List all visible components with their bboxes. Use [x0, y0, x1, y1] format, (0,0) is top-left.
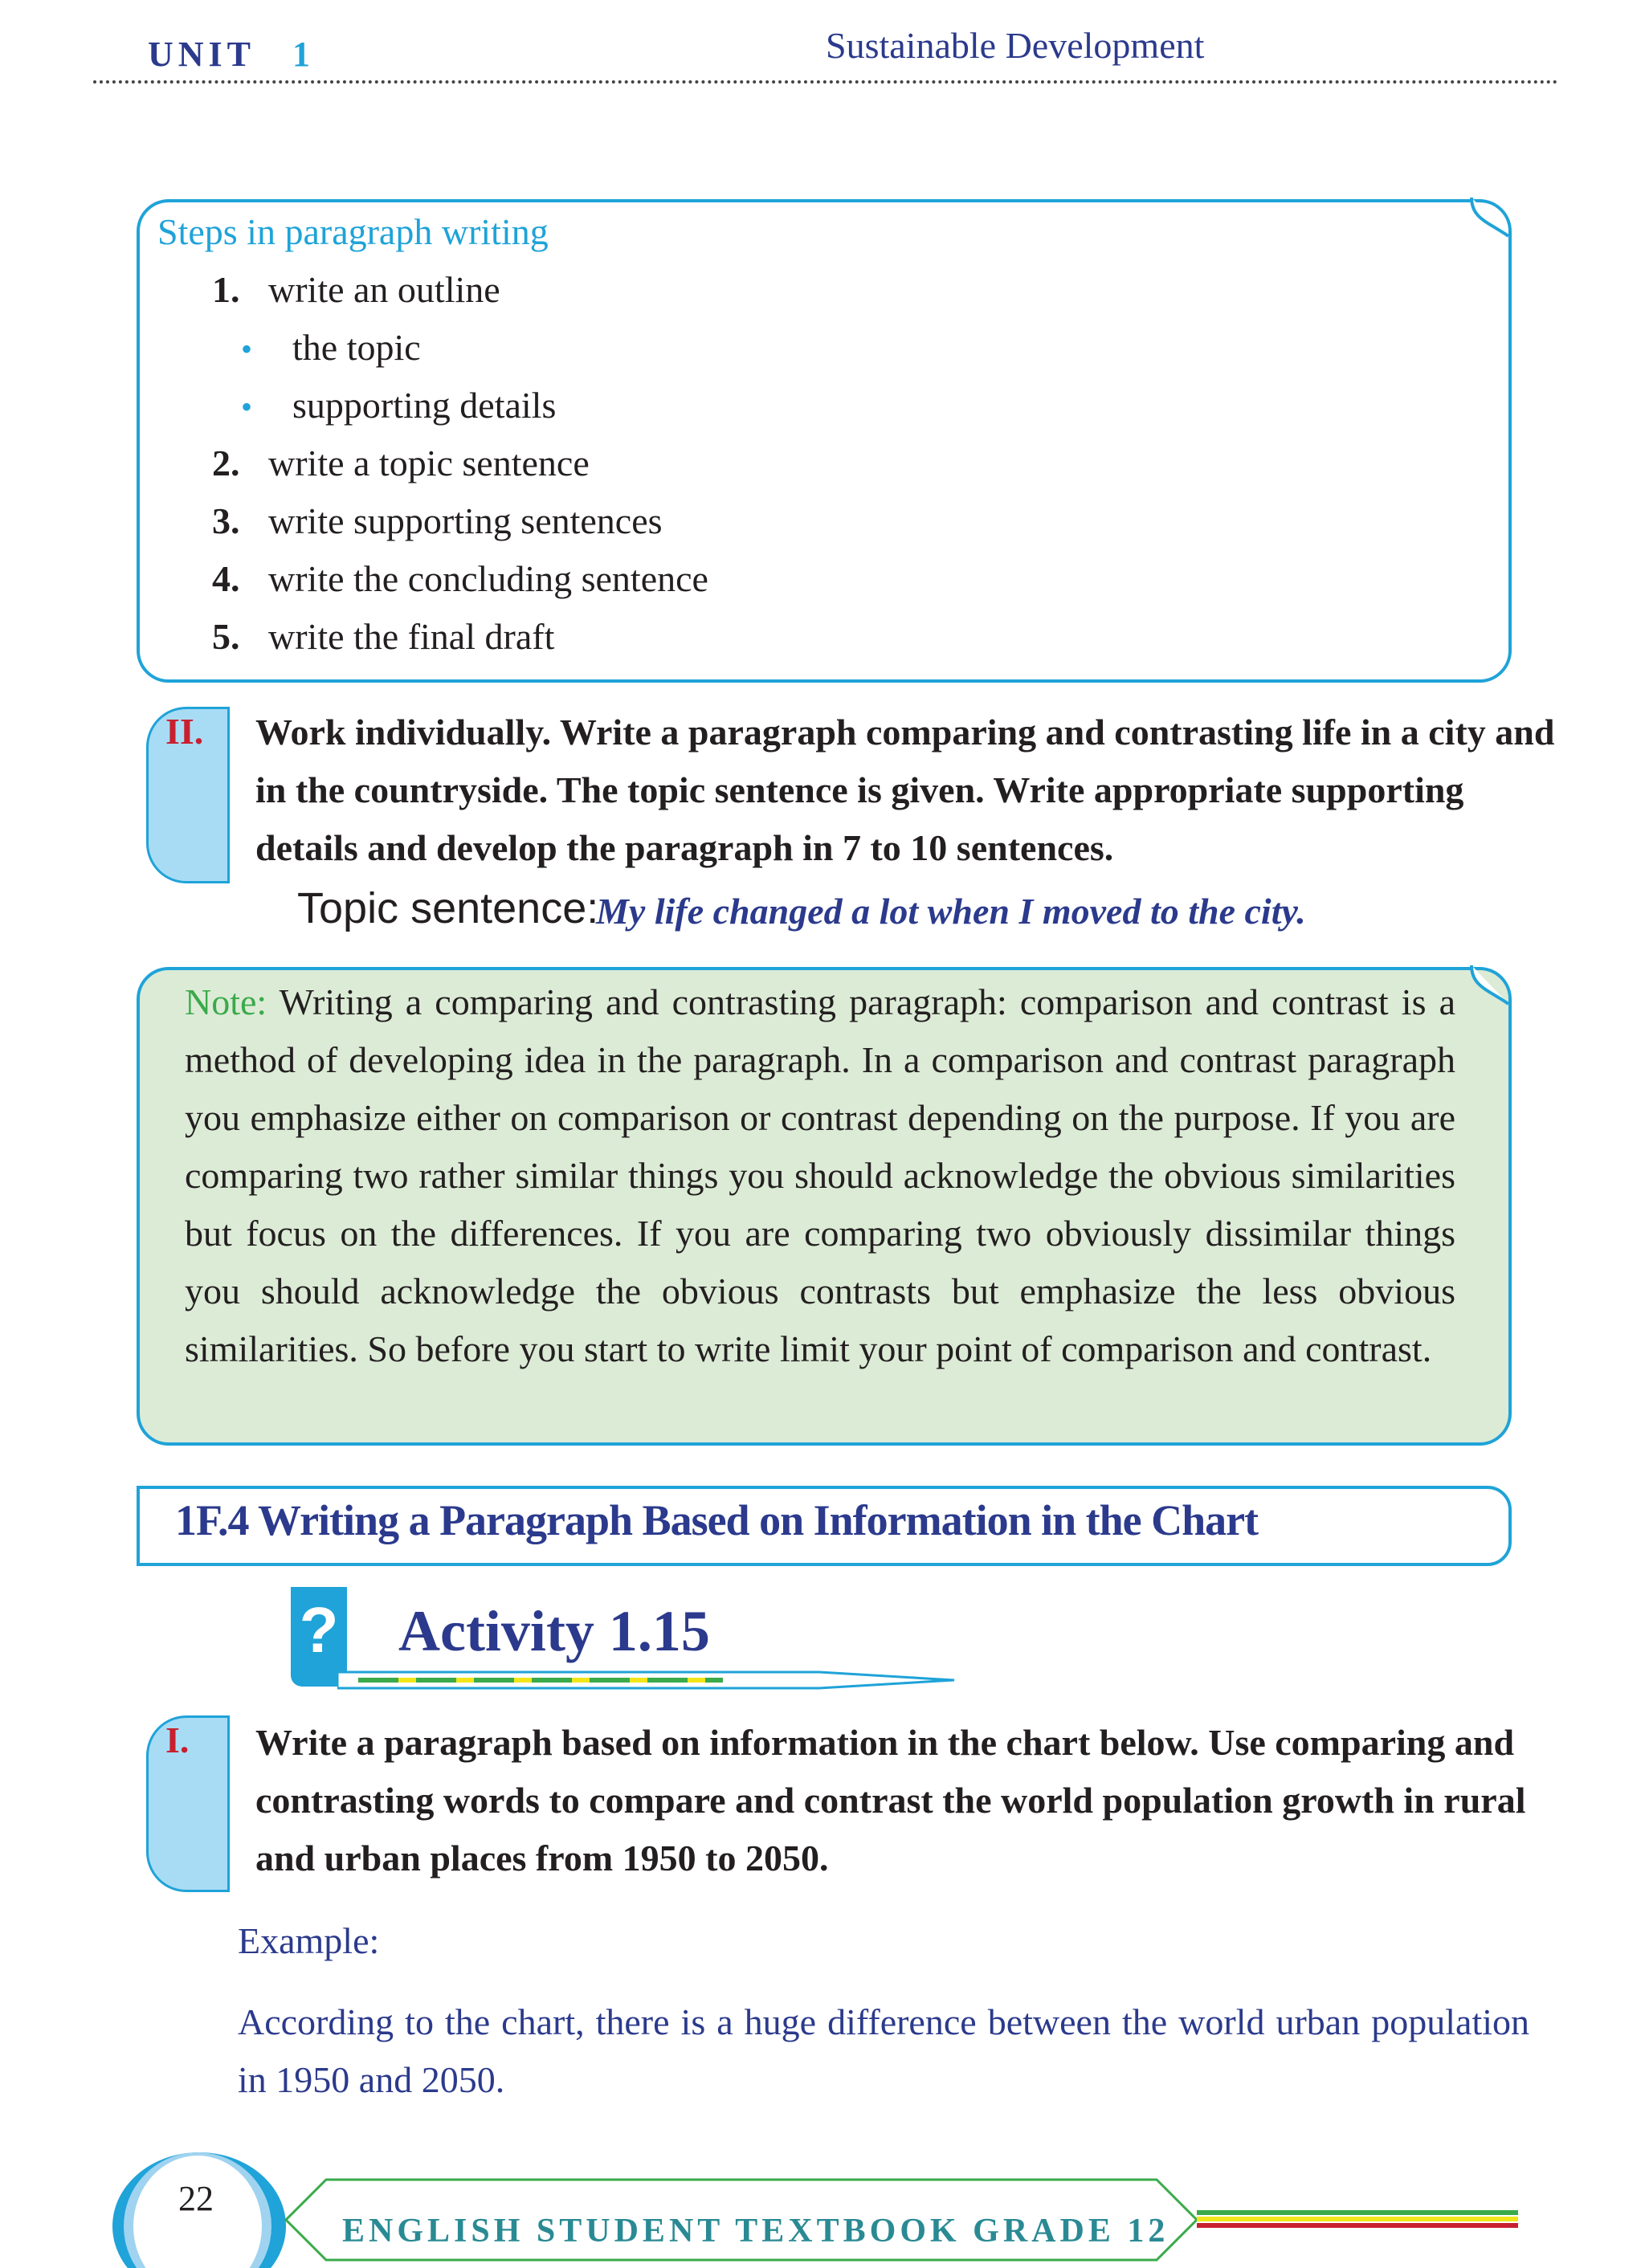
- steps-bullet-item: [241, 384, 556, 426]
- note-body: Writing a comparing and contrasting paragraph: comparison and contrast is a method of developing idea in the paragraph. In a comparison and contrast paragraph you emphasize either on comparison or contrast depending on the purpose. If you are comparing two rather similar things you should acknowledge the obvious similarities but focus on the differences. If you are comparing two obviously dissimilar things you should acknowledge the obvious contrasts but emphasize the less obvious similarities. So before you start to write limit your point of comparison and contrast.: [185, 981, 1455, 1369]
- bullet-marker: •: [241, 389, 253, 425]
- step-number: 4.: [212, 558, 240, 599]
- step-text: write the final draft: [268, 616, 555, 657]
- step-text: supporting details: [292, 385, 557, 426]
- steps-numbered-item: [212, 615, 554, 658]
- exercise-ii-label: II.: [165, 711, 204, 752]
- section-title: 1F.4 Writing a Paragraph Based on Information in the Chart: [175, 1496, 1259, 1544]
- step-text: the topic: [292, 327, 421, 368]
- steps-bullet-item: [241, 326, 421, 369]
- step-text: write an outline: [268, 269, 500, 310]
- page-number: 22: [178, 2179, 214, 2218]
- step-number: 2.: [212, 443, 240, 483]
- steps-box-corner-notch: [1470, 198, 1510, 238]
- topic-sentence-text: My life changed a lot when I moved to the city.: [596, 891, 1306, 932]
- bullet-marker: •: [241, 331, 253, 367]
- flag-stripes: [1197, 2210, 1518, 2231]
- unit-title: Sustainable Development: [826, 25, 1205, 66]
- exercise-i-label: I.: [165, 1719, 190, 1760]
- step-text: write the concluding sentence: [268, 558, 708, 599]
- activity-title: Activity 1.15: [398, 1599, 710, 1663]
- exercise-ii-instruction: Work individually. Write a paragraph comparing and contrasting life in a city and in the countryside. The topic sentence is given. Write appropriate supporting details and develop the paragraph in 7 to 10 sentences.: [255, 712, 1555, 868]
- unit-number: 1: [292, 35, 310, 74]
- topic-sentence-label: Topic sentence:: [297, 884, 599, 932]
- activity-pencil-underline: [337, 1670, 956, 1691]
- steps-title: Steps in paragraph writing: [157, 211, 549, 252]
- note-box-corner-notch: [1470, 965, 1510, 1006]
- note-paragraph: [185, 973, 1455, 1378]
- footer-book-title: ENGLISH STUDENT TEXTBOOK GRADE 12: [342, 2213, 1169, 2250]
- step-number: 1.: [212, 269, 240, 310]
- unit-label: UNIT: [148, 35, 256, 74]
- steps-numbered-item: [212, 557, 708, 600]
- example-label: Example:: [238, 1920, 380, 1961]
- step-number: 3.: [212, 500, 240, 541]
- steps-numbered-item: [212, 268, 500, 311]
- example-text: According to the chart, there is a huge difference between the world urban population in 1950 and 2050.: [238, 2001, 1529, 2100]
- steps-numbered-item: [212, 442, 590, 484]
- note-label: Note:: [185, 981, 267, 1022]
- step-text: write supporting sentences: [268, 500, 663, 541]
- exercise-i-instruction: Write a paragraph based on information in the chart below. Use comparing and contrasting words to compare and contrast the world population growth in rural and urban places from 1950 to 2050.: [255, 1722, 1526, 1878]
- step-number: 5.: [212, 616, 240, 657]
- question-mark-icon: ?: [299, 1594, 339, 1666]
- header-divider: [93, 80, 1558, 84]
- steps-numbered-item: [212, 500, 663, 542]
- step-text: write a topic sentence: [268, 443, 590, 483]
